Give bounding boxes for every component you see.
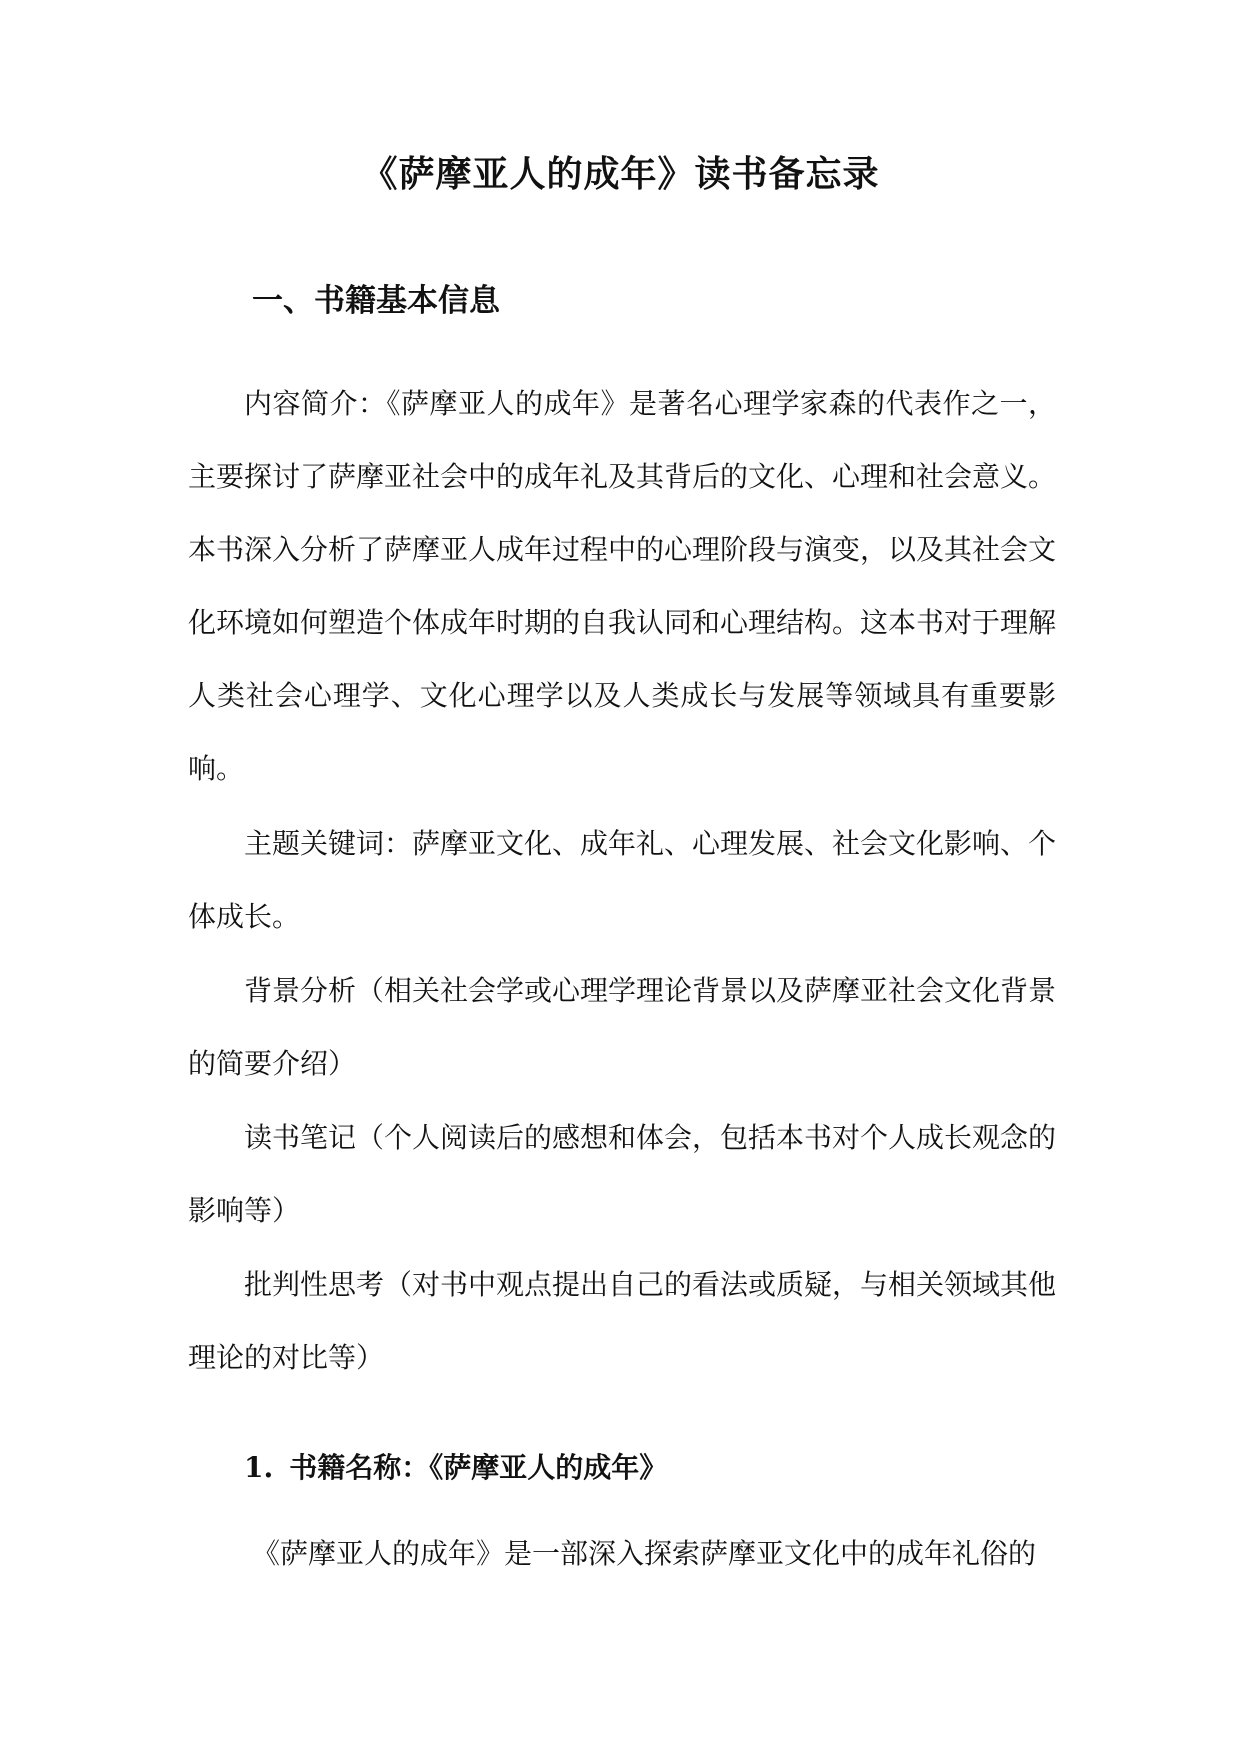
paragraph-background-analysis: 背景分析（相关社会学或心理学理论背景以及萨摩亚社会文化背景的简要介绍） [188,974,1057,1080]
paragraph-critical-thinking: 批判性思考（对书中观点提出自己的看法或质疑，与相关领域其他理论的对比等） [188,1268,1057,1374]
paragraph-book-intro: 《萨摩亚人的成年》是一部深入探索萨摩亚文化中的成年礼俗的 [252,1537,1037,1570]
section-heading-basic-info: 一、书籍基本信息 [252,283,500,319]
document-title: 《萨摩亚人的成年》读书备忘录 [361,153,880,195]
paragraph-keywords: 主题关键词：萨摩亚文化、成年礼、心理发展、社会文化影响、个体成长。 [188,827,1057,933]
paragraph-reading-notes: 读书笔记（个人阅读后的感想和体会，包括本书对个人成长观念的影响等） [188,1121,1057,1227]
subsection-number: 1. [244,1451,274,1484]
subsection-heading-book-title [244,1448,667,1488]
subsection-heading-text: 书籍名称：《萨摩亚人的成年》 [289,1451,668,1484]
paragraph-content-intro: 内容简介：《萨摩亚人的成年》是著名心理学家森的代表作之一，主要探讨了萨摩亚社会中的成年礼及其背后的文化、心理和社会意义。本书深入分析了萨摩亚人成年过程中的心理阶段与演变，以及其社会文化环境如何塑造个体成年时期的自我认同和心理结构。这本书对于理解人类社会心理学、文化心理学以及人类成长与发展等领域具有重要影响。 [188,387,1057,785]
